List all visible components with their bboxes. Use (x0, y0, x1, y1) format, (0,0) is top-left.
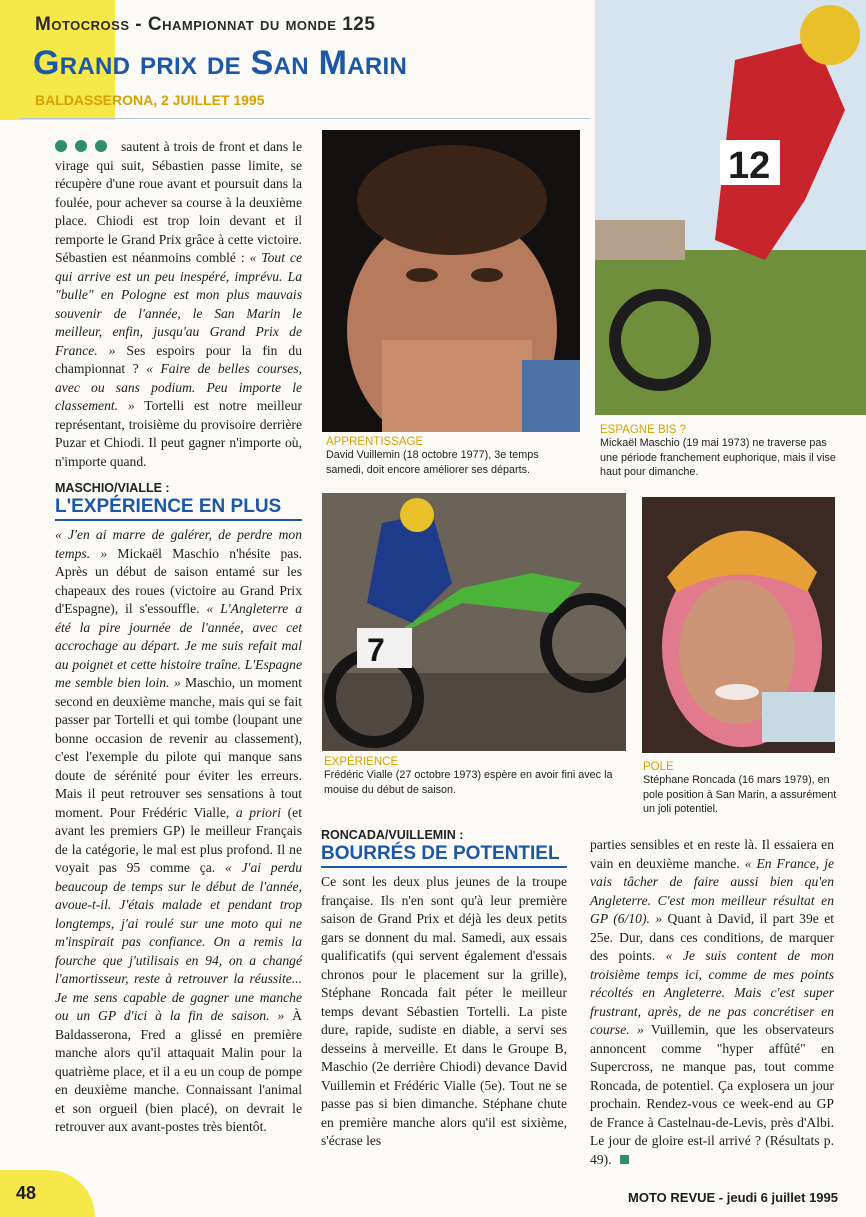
caption-text: Stéphane Roncada (16 mars 1979), en pole position à San Marin, a assurément un joli potentiel. (643, 774, 837, 815)
subhead-label: MASCHIO/VIALLE : (55, 481, 170, 495)
quote-run: « J'en ai marre de galérer, de perdre mon temps. » (55, 527, 302, 561)
text-run: Maschio, un moment second en deuxième manche, mais qui se fait passer par Tortelli et qui tombe (loupant une bonne occasion de revenir au classement), c'est l'exemple du pilote qui manque sans doute de sérénité pour éviter les erreurs. Mais il peut retrouver ses sensations à tout moment. Pour Frédéric Vialle, (55, 675, 302, 820)
quote-run: « Tout ce qui arrive est un peu inespéré, imprévu. La "bulle" en Pologne est mon plus mauvais souvenir de l'année, le San Marin le meilleur, enfin, jusqu'au Grand Prix de France. » (55, 250, 303, 358)
column-2 (321, 826, 567, 1151)
quote-run: « J'ai perdu beaucoup de temps sur le début de l'année, avoue-t-il. J'étais malade et pendant trop longtemps, j'ai roulé sur une moto qui ne m'inspirait pas confiance. On a remis la fourche que j'utilisais en 94, on a changé l'amortisseur, reste à retrouver la réussite... Je me sens capable de gagner une manche ou un GP d'ici à la fin de saison. » (55, 860, 302, 1023)
caption-title: POLE (643, 761, 674, 773)
article-dateline: BALDASSERONA, 2 JUILLET 1995 (35, 92, 265, 108)
svg-text:12: 12 (728, 145, 771, 187)
photo-apprentissage (322, 130, 580, 432)
caption-title: ESPAGNE BIS ? (600, 424, 687, 436)
section-heading: BOURRÉS DE POTENTIEL (321, 842, 560, 864)
end-mark-icon (620, 1155, 629, 1164)
text-run: Ses espoirs pour la fin du championnat ? (55, 342, 302, 376)
article-title: Grand prix de San Marin (33, 44, 408, 82)
text-run: Vuillemin, que les observateurs annoncent comme "hyper affûté" en Supercross, ne manque pas, tout comme Roncada, de potentiel. Ça explosera un jour prochain. Rendez-vous ce week-end au GP de France à Castelnau-de-Levis, près d'Albi. Le jour de gloire est-il arrivé ? (Résultats p. 49). (590, 1022, 835, 1167)
quote-run: « Faire de belles courses, avec ou sans podium. Peu importe le classement. » (55, 361, 303, 413)
col1-paragraph-2 (55, 526, 302, 1137)
col2-paragraph: Ce sont les deux plus jeunes de la troupe française. Ils n'en sont qu'à leur première saison de Grand Prix et déjà les deux petits gars se donnent du mal. Samedi, aux essais qualificatifs (qui servent également d'essais chronos pour le placement sur la grille), Stéphane Roncada fait péter le meilleur temps devant Sébastien Tortelli. La piste dure, rapide, sudiste en diable, a servi ses desseins à merveille. Et dans le Groupe B, Maschio (2e derrière Chiodi) devance David Vuillemin et Frédéric Vialle (5e). Tout ne se passe pas si bien dimanche. Stéphane chute en première manche alors qu'il est sixième, s'écrase les (321, 874, 567, 1148)
text-run: (et avant les premiers GP) le meilleur Français de la catégorie, le mal est plus profond. Il ne voyait pas 95 comme ça. (55, 804, 302, 875)
caption-block-3 (324, 756, 614, 797)
heading-rule (55, 519, 302, 521)
text-run: sautent à trois de front et dans le virage qui suit, Sébastien passe limite, se récupère d'une roue avant et poursuit dans la foulée, pour achever sa course à la deuxième place. Chiodi est trop loin devant et il remporte le Grand Prix grâce à cette victoire. Sébastien est néanmoins comblé : (55, 139, 302, 265)
page-number: 48 (16, 1183, 37, 1203)
text-run: parties sensibles et en reste là. Il essaiera en vain en deuxième manche. (590, 837, 834, 871)
caption-block-4 (643, 761, 843, 817)
column-1 (55, 138, 302, 1137)
text-run: Quant à David, il part 39e et 25e. Dur, dans ces conditions, de marquer des points. (590, 911, 834, 963)
caption-text: David Vuillemin (18 octobre 1977), 3e temps samedi, doit encore améliorer ses départs. (326, 449, 539, 476)
caption-title: EXPÉRIENCE (324, 756, 399, 768)
col3-paragraph (590, 836, 834, 1169)
subhead-label: RONCADA/VUILLEMIN : (321, 828, 464, 842)
quote-run: a priori (235, 804, 282, 820)
photo-pole (642, 497, 835, 753)
header-rule (20, 118, 590, 119)
bullet-dots-icon (55, 138, 115, 157)
col1-paragraph-1 (55, 138, 302, 471)
text-run: Mickaël Maschio n'hésite pas. Après un début de saison entamé sur les chapeaux des roues (victoire au Grand Prix d'Espagne), il s'essouffle. (55, 545, 303, 616)
caption-text: Frédéric Vialle (27 octobre 1973) espère en avoir fini avec la mouise du début de saison. (324, 769, 613, 796)
quote-run: « En France, je vais tâcher de faire aussi bien qu'en Angleterre. C'est mon meilleur résultat en GP (6/10). » (590, 855, 834, 926)
text-run: Tortelli est notre meilleur représentant, troisième du provisoire derrière Puzar et Chiodi. Il peut gagner n'importe où, n'importe quand. (55, 398, 302, 469)
quote-run: « Je suis content de mon troisième temps ici, comme de mes points récoltés en Angleterre. Mais c'est super frustrant, après, de ne pas concrétiser en course. » (590, 948, 834, 1037)
caption-block-2 (600, 424, 845, 480)
page-footer: MOTO REVUE - jeudi 6 juillet 1995 (628, 1190, 838, 1205)
caption-title: APPRENTISSAGE (326, 436, 424, 448)
column-3 (590, 836, 834, 1169)
photo-espagne-bis (595, 0, 866, 415)
yellow-page-corner (0, 1170, 95, 1217)
quote-run: « L'Angleterre a été la pire journée de l'année, avec cet accrochage au départ. Je me suis refait mal au poignet et cette histoire traîne. L'Espagne me semble bien loin. » (55, 601, 302, 690)
heading-rule (321, 866, 567, 868)
article-kicker: Motocross - Championnat du monde 125 (35, 14, 376, 35)
svg-text:7: 7 (367, 632, 385, 668)
caption-block-1 (326, 436, 576, 477)
text-run: À Baldasserona, Fred a glissé en première manche alors qu'il attaquait Malin pour la quatrième place, et il a eu un coup de pompe en deuxième manche. Connaissant l'animal et son orgueil (bien placé), on devrait le retrouver aux avant-postes très bientôt. (55, 1008, 302, 1134)
photo-experience (322, 493, 626, 751)
section-heading: L'EXPÉRIENCE EN PLUS (55, 495, 282, 517)
caption-text: Mickaël Maschio (19 mai 1973) ne traverse pas une période franchement euphorique, mais il vise haut pour dimanche. (600, 437, 836, 478)
